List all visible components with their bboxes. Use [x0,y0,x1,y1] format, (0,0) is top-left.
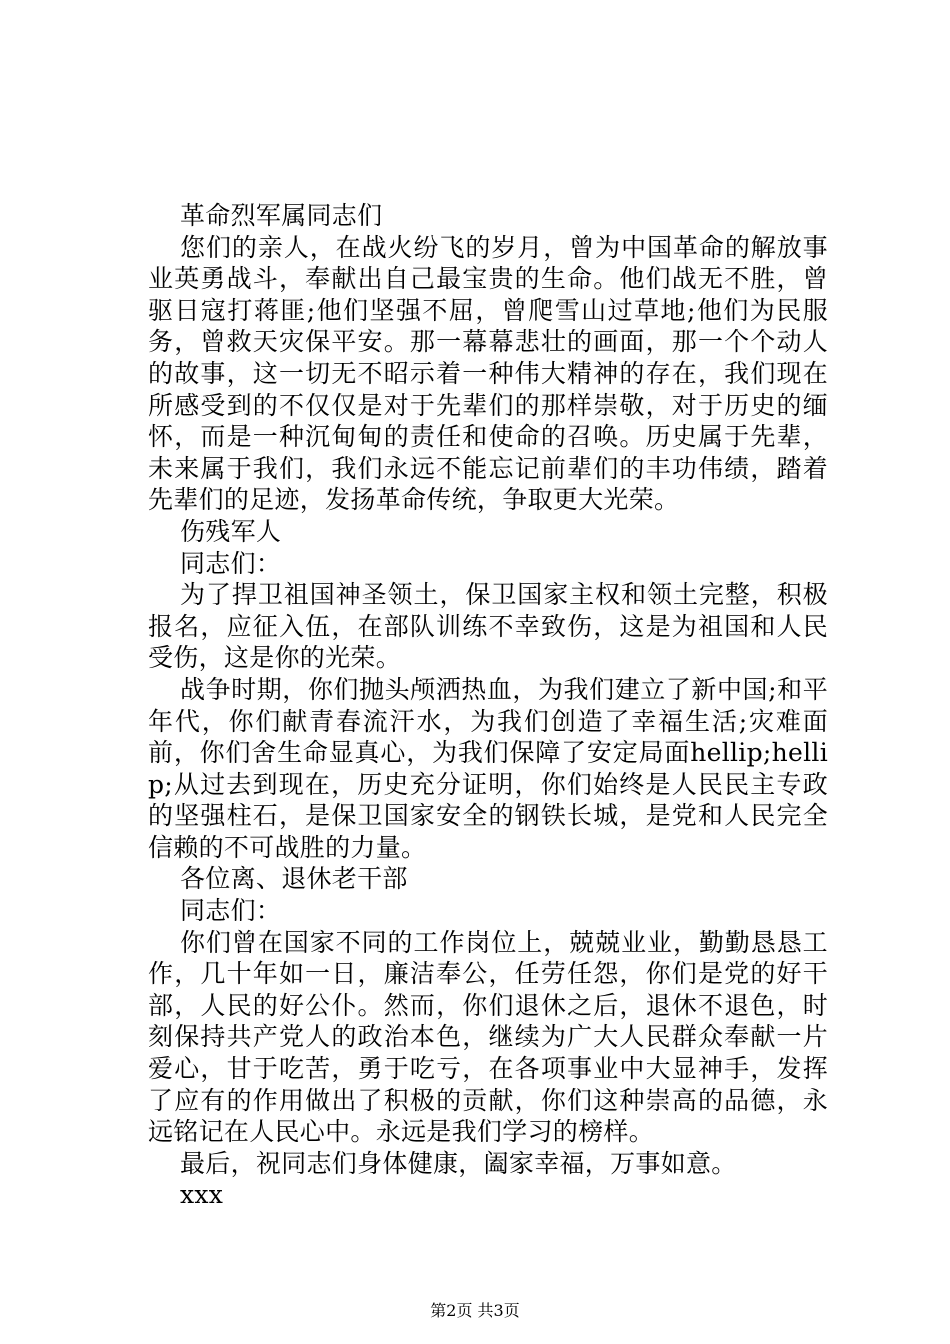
paragraph-martyr-families: 您们的亲人，在战火纷飞的岁月，曾为中国革命的解放事业英勇战斗，奉献出自己最宝贵的生命。他们战无不胜，曾驱日寇打蒋匪;他们坚强不屈，曾爬雪山过草地;他们为民服务，曾救天灾保平安。那一幕幕悲壮的画面，那一个个动人的故事，这一切无不昭示着一种伟大精神的存在，我们现在所感受到的不仅仅是对于先辈们的那样崇敬，对于历史的缅怀，而是一种沉甸甸的责任和使命的召唤。历史属于先辈，未来属于我们，我们永远不能忘记前辈们的丰功伟绩，踏着先辈们的足迹，发扬革命传统，争取更大光荣。 [148,232,828,515]
paragraph-retired-cadres: 你们曾在国家不同的工作岗位上，兢兢业业，勤勤恳恳工作，几十年如一日，廉洁奉公，任劳任怨，你们是党的好干部，人民的好公仆。然而，你们退休之后，退休不退色，时刻保持共产党人的政治本色，继续为广大人民群众奉献一片爱心，甘于吃苦，勇于吃亏，在各项事业中大显神手，发挥了应有的作用做出了积极的贡献，你们这种崇高的品德，永远铭记在人民心中。永远是我们学习的榜样。 [148,927,828,1147]
closing-wishes: 最后，祝同志们身体健康，阖家幸福，万事如意。 [180,1148,737,1178]
salutation-martyr-families: 革命烈军属同志们 [180,201,383,230]
salutation-comrades: 同志们： [180,548,282,578]
signature: xxx [180,1180,224,1210]
page-number: 第2页 共3页 [430,1301,520,1320]
paragraph-war-and-peace: 战争时期，你们抛头颅洒热血，为我们建立了新中国;和平年代，你们献青春流汗水，为我们创造了幸福生活;灾难面前，你们舍生命显真心，为我们保障了安定局面hellip;hellip;从过去到现在，历史充分证明，你们始终是人民民主专政的坚强柱石，是保卫国家安全的钢铁长城，是党和人民完全信赖的不可战胜的力量。 [148,674,828,862]
salutation-retired-cadres: 各位离、退休老干部 [180,864,408,894]
paragraph-disabled-soldiers: 为了捍卫祖国神圣领土，保卫国家主权和领土完整，积极报名，应征入伍，在部队训练不幸致伤，这是为祖国和人民受伤，这是你的光荣。 [148,580,828,673]
salutation-disabled-soldiers: 伤残军人 [180,516,282,546]
salutation-comrades-2: 同志们： [180,896,282,926]
document-body [148,200,828,1211]
